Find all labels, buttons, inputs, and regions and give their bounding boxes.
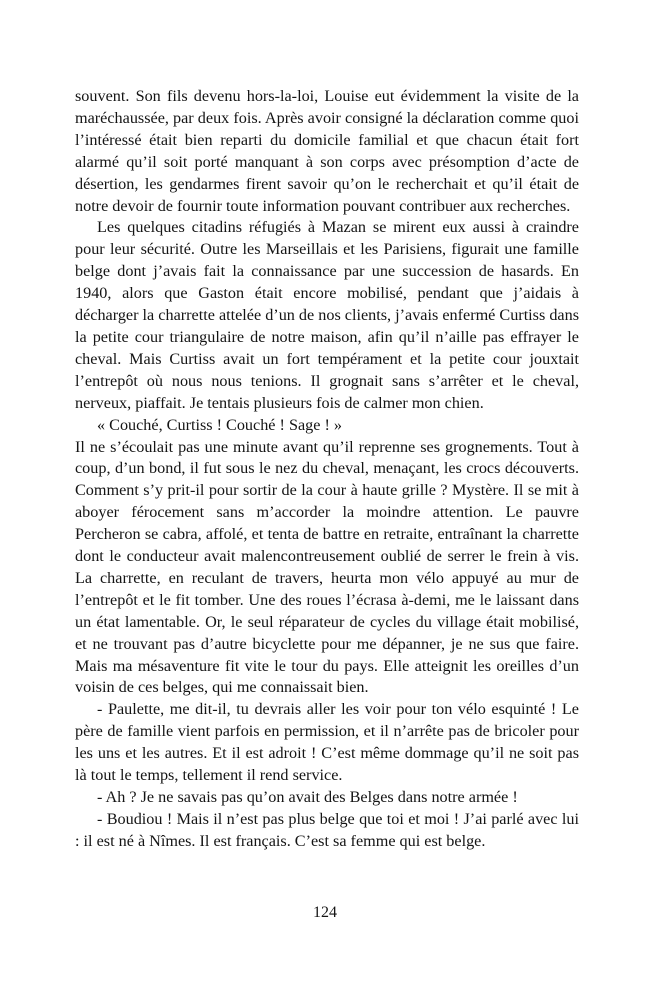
paragraph-7: - Boudiou ! Mais il n’est pas plus belge que toi et moi ! J’ai parlé avec lui : il est né à Nîmes. Il est français. C’est sa femme qui est belge. [75, 809, 579, 850]
paragraph-2: Les quelques citadins réfugiés à Mazan se mirent eux aussi à craindre pour leur sécurité. Outre les Marseillais et les Parisiens, figurait une famille belge dont j’avais fait la connaissance par une succession de hasards. En 1940, alors que Gaston était encore mobilisé, pendant que j’aidais à décharger la charrette attelée d’un de nos clients, j’avais enfermé Curtiss dans la petite cour triangulaire de notre maison, afin qu’il n’aille pas effrayer le cheval. Mais Curtiss avait un fort tempérament et la petite cour jouxtait l’entrepôt où nous nous tenions. Il grognait sans s’arrêter et le cheval, nerveux, piaffait. Je tentais plusieurs fois de calmer mon chien. [75, 218, 580, 412]
paragraph-5: - Paulette, me dit-il, tu devrais aller les voir pour ton vélo esquinté ! Le père de famille vient parfois en permission, et il n’arrête pas de bricoler pour les uns et les autres. Et il est adroit ! C’est même dommage qu’il ne soit pas là tout le temps, tellement il rend service. [75, 700, 579, 785]
page-number: 124 [313, 904, 337, 921]
page-body [75, 86, 579, 853]
paragraph-3: « Couché, Curtiss ! Couché ! Sage ! » [97, 415, 343, 434]
paragraph-1: souvent. Son fils devenu hors-la-loi, Louise eut évidemment la visite de la maréchaussée, par deux fois. Après avoir consigné la déclaration comme quoi l’intéressé était bien reparti du domicile familial et que chacun était fort alarmé qu’il soit porté manquant à son corps avec présomption d’acte de désertion, les gendarmes firent savoir qu’on le recherchait et qu’il était de notre devoir de fournir toute information pouvant contribuer aux recherches. [75, 87, 579, 215]
paragraph-6: - Ah ? Je ne savais pas qu’on avait des Belges dans notre armée ! [97, 788, 518, 806]
paragraph-4: Il ne s’écoulait pas une minute avant qu’il reprenne ses grognements. Tout à coup, d’un bond, il fut sous le nez du cheval, menaçant, les crocs découverts. Comment s’y prit-il pour sortir de la cour à haute grille ? Mystère. Il se mit à aboyer férocement sans m’accorder la moindre attention. Le pauvre Percheron se cabra, affolé, et tenta de battre en retraite, entraînant la charrette dont le conducteur avait malencontreusement oublié de serrer le frein à vis. La charrette, en reculant de travers, heurta mon vélo appuyé au mur de l’entrepôt et le fit tomber. Une des roues l’écrasa à-demi, me le laissant dans un état lamentable. Or, le seul réparateur de cycles du village était mobilisé, et ne trouvant pas d’autre bicyclette pour me dépanner, je ne sus que faire. Mais ma mésaventure fit vite le tour du pays. Elle atteignit les oreilles d’un voisin de ces belges, qui me connaissait bien. [75, 437, 579, 697]
